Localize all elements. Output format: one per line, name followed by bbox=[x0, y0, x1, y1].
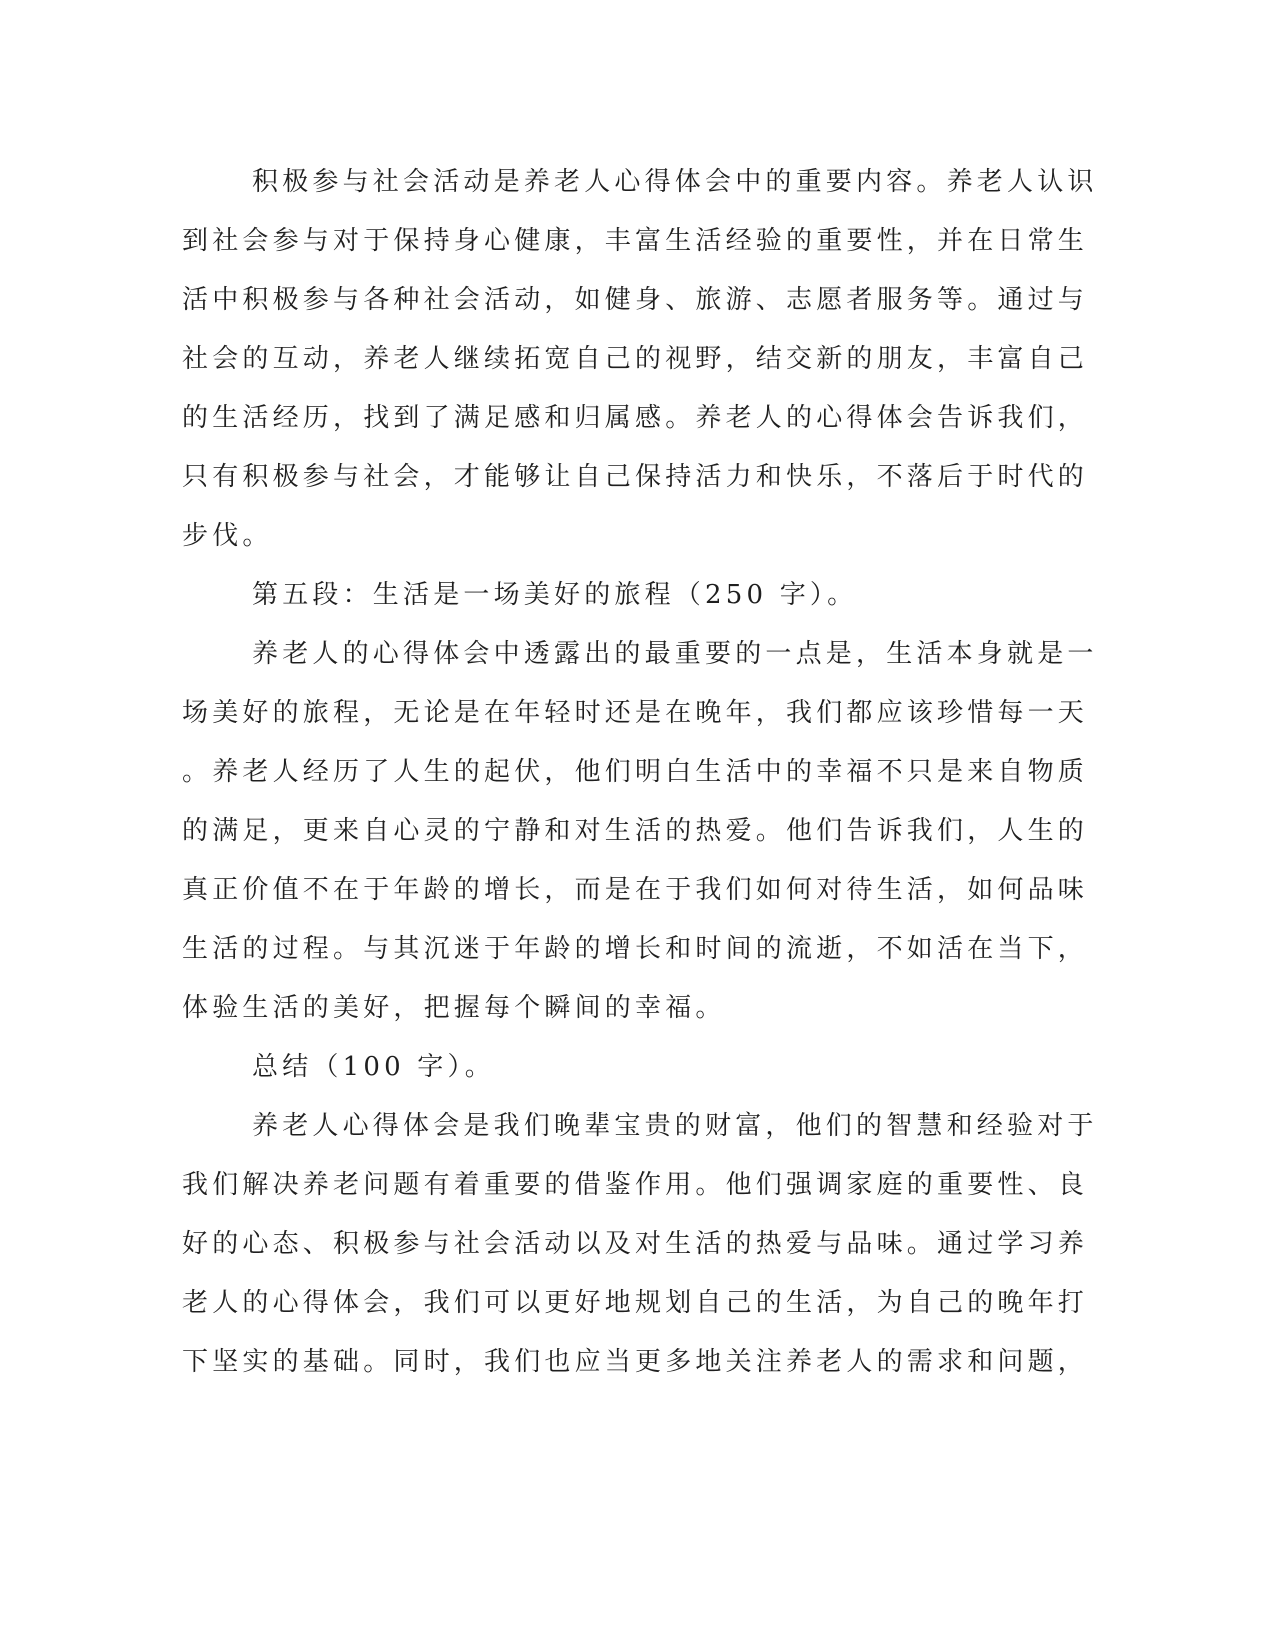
paragraph-line: 好的心态、积极参与社会活动以及对生活的热爱与品味。通过学习养 bbox=[182, 1229, 1089, 1259]
paragraph-line: 的生活经历，找到了满足感和归属感。养老人的心得体会告诉我们， bbox=[182, 403, 1089, 433]
paragraph-line: 。养老人经历了人生的起伏，他们明白生活中的幸福不只是来自物质 bbox=[182, 757, 1089, 787]
section-heading: 总结（100 字）。 bbox=[252, 1052, 495, 1082]
paragraph-line: 步伐。 bbox=[182, 521, 273, 551]
paragraph-line: 到社会参与对于保持身心健康，丰富生活经验的重要性，并在日常生 bbox=[182, 226, 1089, 256]
section-heading: 第五段：生活是一场美好的旅程（250 字）。 bbox=[252, 580, 858, 610]
paragraph-line: 真正价值不在于年龄的增长，而是在于我们如何对待生活，如何品味 bbox=[182, 875, 1089, 905]
paragraph-line: 老人的心得体会，我们可以更好地规划自己的生活，为自己的晚年打 bbox=[182, 1288, 1089, 1318]
paragraph-line: 生活的过程。与其沉迷于年龄的增长和时间的流逝，不如活在当下， bbox=[182, 934, 1089, 964]
paragraph-line: 养老人心得体会是我们晚辈宝贵的财富，他们的智慧和经验对于 bbox=[252, 1111, 1098, 1141]
paragraph-line: 下坚实的基础。同时，我们也应当更多地关注养老人的需求和问题， bbox=[182, 1347, 1089, 1377]
paragraph-line: 我们解决养老问题有着重要的借鉴作用。他们强调家庭的重要性、良 bbox=[182, 1170, 1089, 1200]
paragraph-line: 活中积极参与各种社会活动，如健身、旅游、志愿者服务等。通过与 bbox=[182, 285, 1089, 315]
paragraph-line: 社会的互动，养老人继续拓宽自己的视野，结交新的朋友，丰富自己 bbox=[182, 344, 1089, 374]
paragraph-line: 场美好的旅程，无论是在年轻时还是在晚年，我们都应该珍惜每一天 bbox=[182, 698, 1089, 728]
paragraph-line: 体验生活的美好，把握每个瞬间的幸福。 bbox=[182, 993, 726, 1023]
paragraph-line: 的满足，更来自心灵的宁静和对生活的热爱。他们告诉我们，人生的 bbox=[182, 816, 1089, 846]
paragraph-line: 只有积极参与社会，才能够让自己保持活力和快乐，不落后于时代的 bbox=[182, 462, 1089, 492]
paragraph-line: 养老人的心得体会中透露出的最重要的一点是，生活本身就是一 bbox=[252, 639, 1098, 669]
paragraph-line: 积极参与社会活动是养老人心得体会中的重要内容。养老人认识 bbox=[252, 167, 1098, 197]
